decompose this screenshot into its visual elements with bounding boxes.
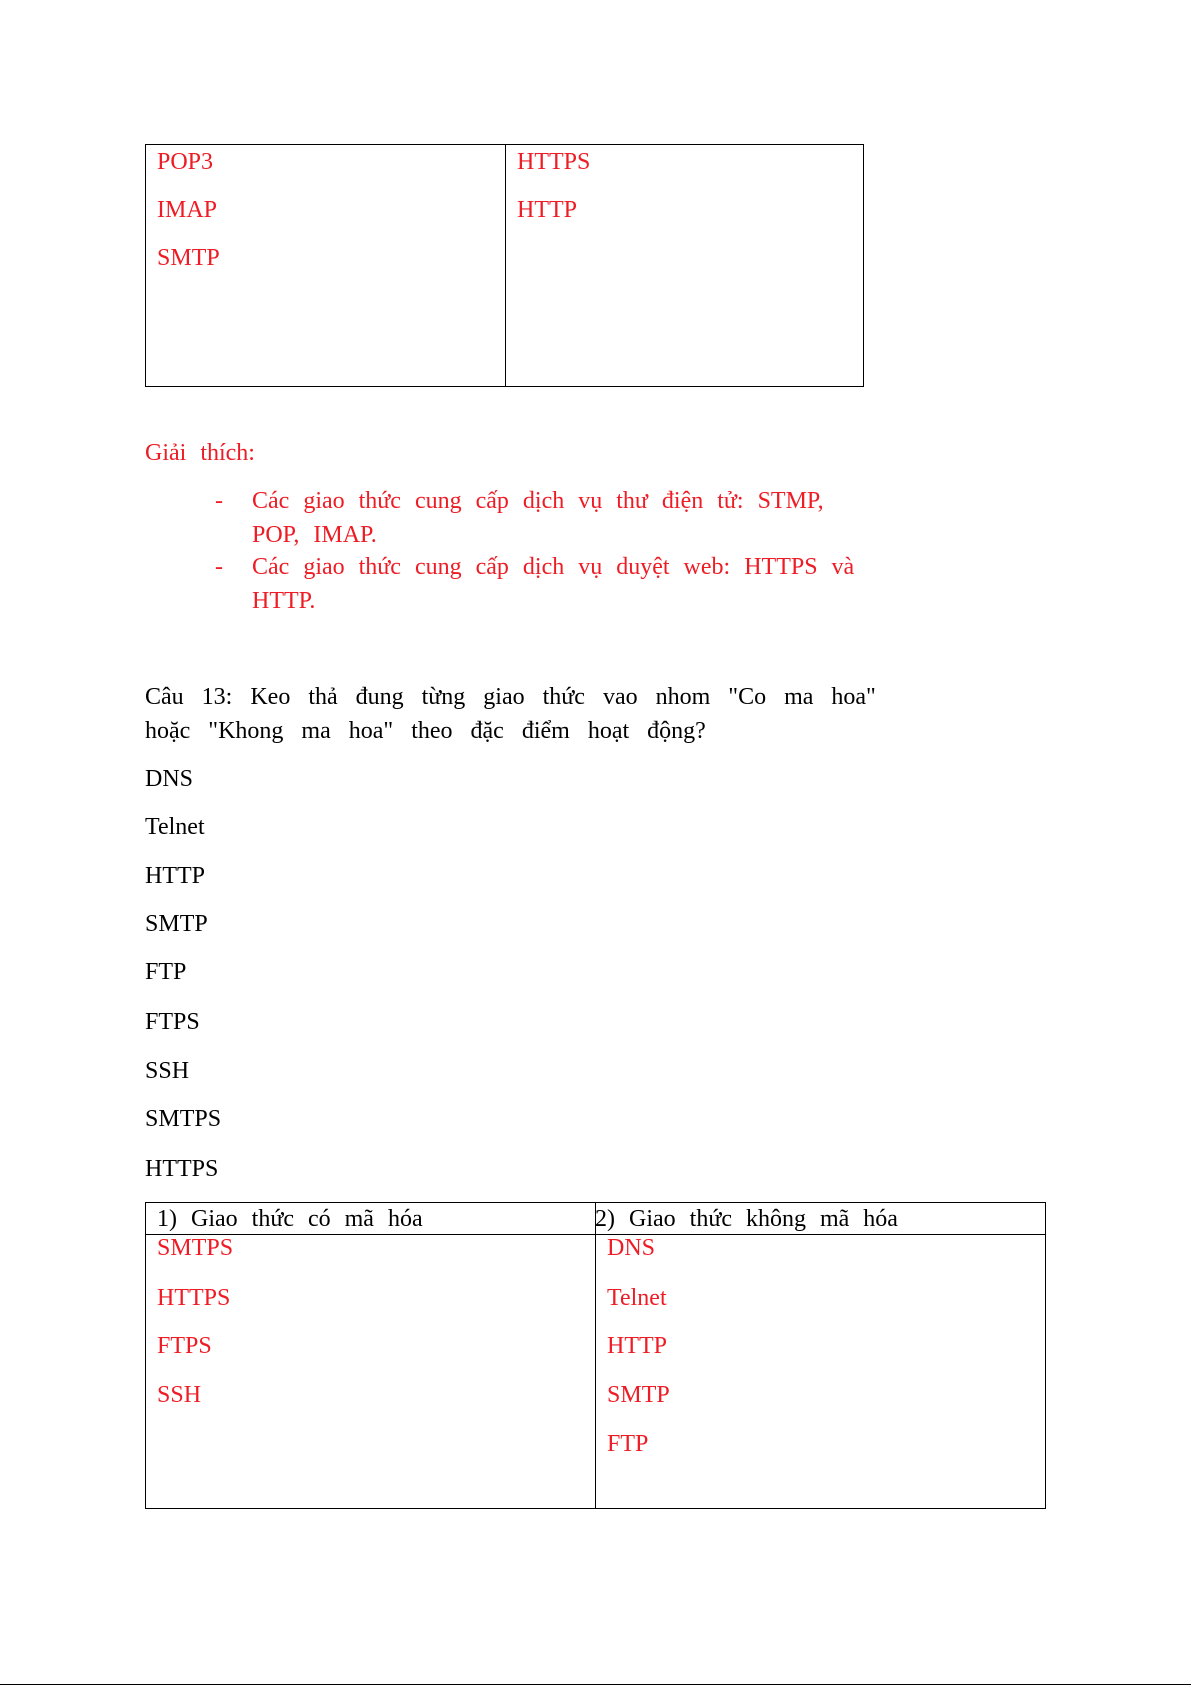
option-item: SMTP — [145, 911, 208, 937]
explanation-bullet-line: Các giao thức cung cấp dịch vụ duyệt web: HTTPS và — [252, 554, 855, 580]
question-text: Câu 13: Keo thả đung từng giao thức vao nhom "Co ma hoa" — [145, 684, 876, 710]
option-item: DNS — [145, 766, 194, 792]
table-column-divider — [595, 1203, 596, 1508]
answer-table-header-unencrypted: 2) Giao thức không mã hóa — [595, 1206, 898, 1232]
table-column-divider — [505, 145, 506, 386]
table-cell: DNS — [607, 1235, 656, 1261]
table-cell: SMTP — [607, 1382, 670, 1408]
explanation-title: Giải thích: — [145, 440, 255, 466]
table-cell: SSH — [157, 1382, 202, 1408]
table-cell: IMAP — [157, 197, 218, 223]
protocol-table — [145, 144, 864, 387]
option-item: FTPS — [145, 1009, 200, 1035]
table-cell: HTTPS — [157, 1285, 231, 1311]
table-cell: SMTPS — [157, 1235, 234, 1261]
table-cell: HTTP — [517, 197, 577, 223]
explanation-bullet-line: POP, IMAP. — [252, 522, 377, 548]
option-item: FTP — [145, 959, 187, 985]
answer-table-header-encrypted: 1) Giao thức có mã hóa — [157, 1206, 423, 1232]
option-item: HTTP — [145, 863, 205, 889]
bullet-dash: - — [215, 554, 223, 580]
question-text: hoặc "Khong ma hoa" theo đặc điểm hoạt động? — [145, 718, 706, 744]
table-cell: Telnet — [607, 1285, 667, 1311]
option-item: HTTPS — [145, 1156, 219, 1182]
table-cell: FTP — [607, 1431, 649, 1457]
table-header-divider — [146, 1234, 1045, 1235]
table-cell: HTTPS — [517, 149, 591, 175]
bullet-dash: - — [215, 488, 223, 514]
table-cell: POP3 — [157, 149, 214, 175]
option-item: SSH — [145, 1058, 190, 1084]
table-cell: SMTP — [157, 245, 220, 271]
answer-table — [145, 1202, 1046, 1509]
table-cell: HTTP — [607, 1333, 667, 1359]
explanation-bullet-line: Các giao thức cung cấp dịch vụ thư điện tử: STMP, — [252, 488, 824, 514]
table-cell: FTPS — [157, 1333, 212, 1359]
option-item: Telnet — [145, 814, 205, 840]
option-item: SMTPS — [145, 1106, 222, 1132]
explanation-bullet-line: HTTP. — [252, 588, 316, 614]
